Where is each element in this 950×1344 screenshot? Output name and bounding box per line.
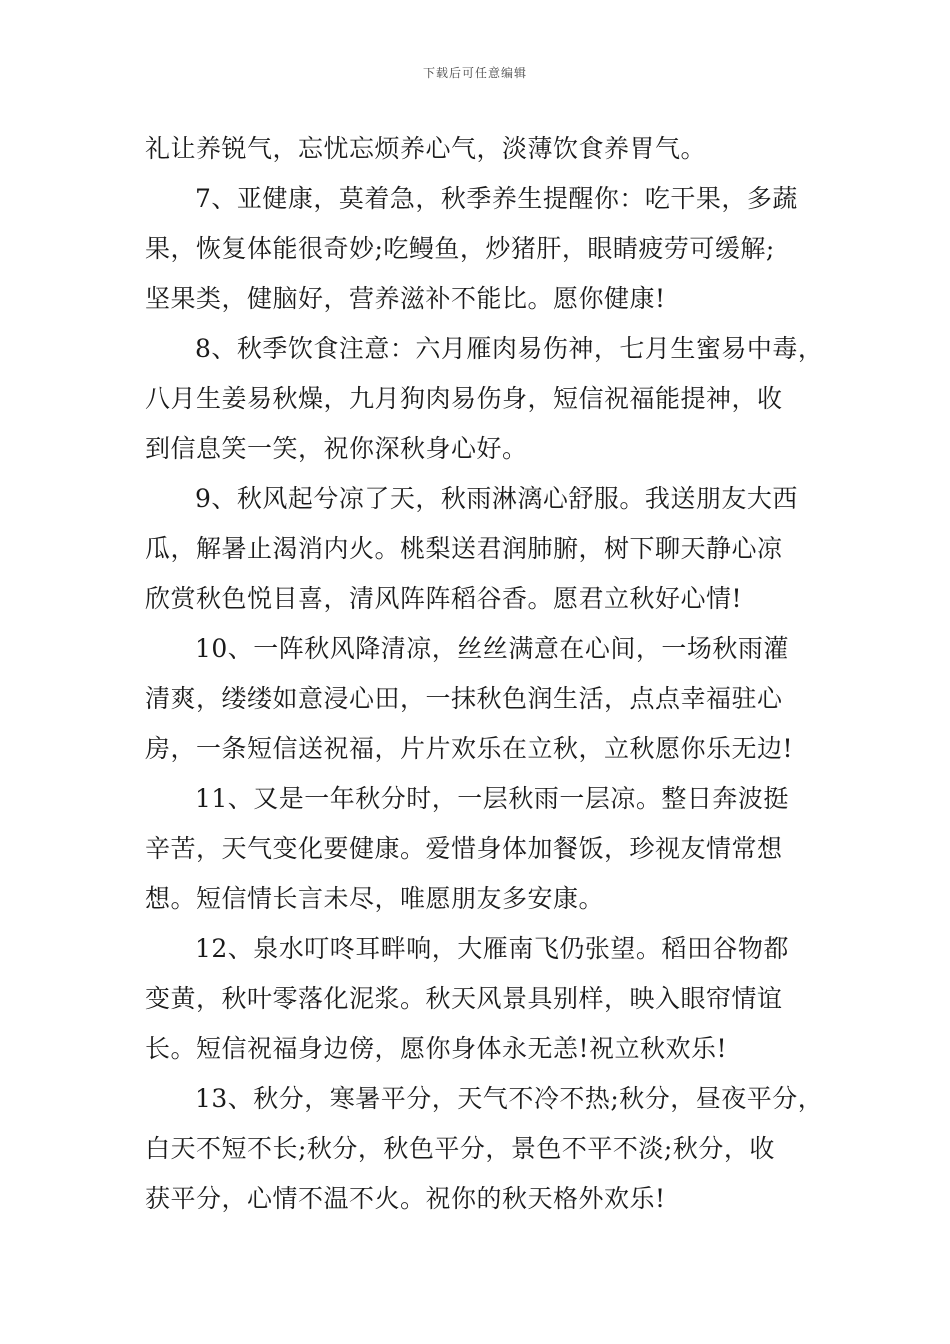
text-line: 长。短信祝福身边傍，愿你身体永无恙!祝立秋欢乐! — [145, 1034, 728, 1063]
text-line: 到信息笑一笑，祝你深秋身心好。 — [145, 434, 528, 463]
text-line: 获平分，心情不温不火。祝你的秋天格外欢乐! — [145, 1184, 666, 1213]
text-line: 白天不短不长;秋分，秋色平分，景色不平不淡;秋分，收 — [145, 1134, 775, 1163]
text-line: 13、秋分，寒暑平分，天气不冷不热;秋分，昼夜平分， — [195, 1084, 824, 1113]
text-line: 坚果类，健脑好，营养滋补不能比。愿你健康! — [145, 284, 666, 313]
text-line: 想。短信情长言未尽，唯愿朋友多安康。 — [145, 884, 605, 913]
text-line: 12、泉水叮咚耳畔响，大雁南飞仍张望。稻田谷物都 — [195, 934, 789, 963]
text-line: 8、秋季饮食注意：六月雁肉易伤神，七月生蜜易中毒， — [195, 334, 824, 363]
text-line: 瓜，解暑止渴消内火。桃梨送君润肺腑，树下聊天静心凉 — [145, 534, 783, 563]
text-line: 10、一阵秋风降清凉，丝丝满意在心间，一场秋雨灌 — [195, 634, 789, 663]
text-line: 变黄，秋叶零落化泥浆。秋天风景具别样，映入眼帘情谊 — [145, 984, 783, 1013]
text-line: 9、秋风起兮凉了天，秋雨淋漓心舒服。我送朋友大西 — [195, 484, 798, 513]
text-line: 八月生姜易秋燥，九月狗肉易伤身，短信祝福能提神，收 — [145, 384, 783, 413]
text-line: 房，一条短信送祝福，片片欢乐在立秋，立秋愿你乐无边! — [145, 734, 794, 763]
text-line: 7、亚健康，莫着急，秋季养生提醒你：吃干果，多蔬 — [195, 184, 798, 213]
text-line: 欣赏秋色悦目喜，清风阵阵稻谷香。愿君立秋好心情! — [145, 584, 743, 613]
document-body — [145, 124, 825, 1224]
text-line: 果，恢复体能很奇妙;吃鳗鱼，炒猪肝，眼睛疲劳可缓解; — [145, 234, 775, 263]
text-line: 11、又是一年秋分时，一层秋雨一层凉。整日奔波挺 — [195, 784, 789, 813]
text-line: 辛苦，天气变化要健康。爱惜身体加餐饭，珍视友情常想 — [145, 834, 783, 863]
text-line: 礼让养锐气，忘忧忘烦养心气，淡薄饮食养胃气。 — [145, 134, 707, 163]
page-header: 下载后可任意编辑 — [422, 66, 527, 80]
text-line: 清爽，缕缕如意浸心田，一抹秋色润生活，点点幸福驻心 — [145, 684, 783, 713]
